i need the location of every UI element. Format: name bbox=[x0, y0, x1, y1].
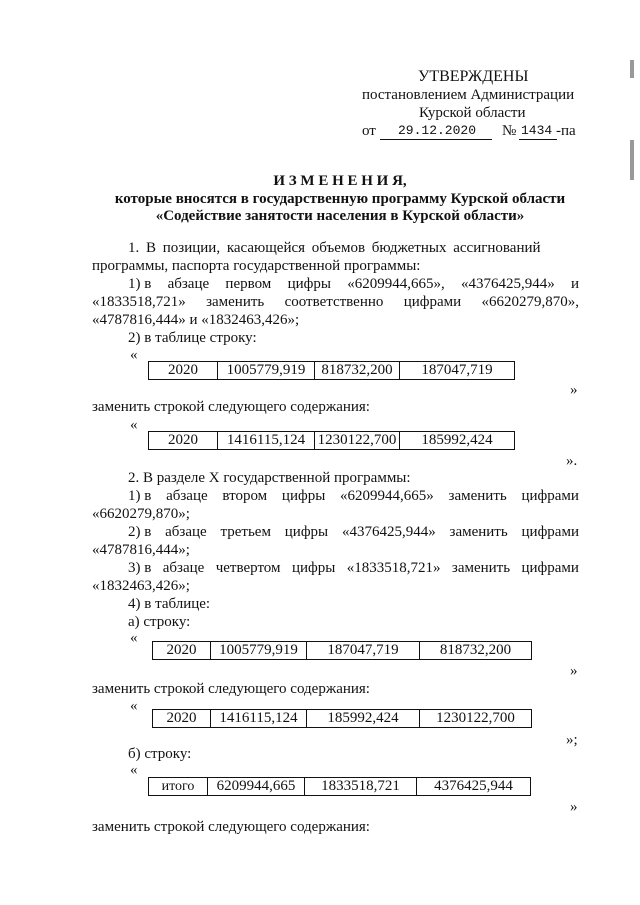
close-quote: » bbox=[570, 663, 578, 679]
s1-paragraph-line-1: 1. В позиции, касающейся объемов бюджетных ассигнований bbox=[128, 240, 541, 256]
close-quote: » bbox=[570, 799, 578, 815]
approval-number: 1434 bbox=[521, 123, 553, 138]
approval-line-2: Курской области bbox=[419, 105, 526, 121]
approval-title: УТВЕРЖДЕНЫ bbox=[418, 68, 529, 85]
table-cell: 1416115,124 bbox=[218, 432, 315, 450]
open-quote: « bbox=[130, 698, 138, 714]
s1-item-1-line-3: «4787816,444» и «1832463,426»; bbox=[92, 312, 300, 328]
table-cell: 4376425,944 bbox=[417, 778, 531, 796]
table-cell: итого bbox=[149, 778, 208, 796]
table-cell: 1230122,700 bbox=[420, 710, 532, 728]
approval-from-label: от bbox=[362, 123, 376, 139]
heading-line-2: «Содействие занятости населения в Курской области» bbox=[155, 208, 525, 224]
s2-item-3-line-1: 3) в абзаце четвертом цифры «1833518,721» заменить цифрами bbox=[128, 560, 579, 576]
close-quote: » bbox=[570, 382, 578, 398]
table-cell: 1833518,721 bbox=[305, 778, 417, 796]
replace-text: заменить строкой следующего содержания: bbox=[92, 399, 370, 415]
table-cell: 2020 bbox=[149, 432, 218, 450]
open-quote: « bbox=[130, 347, 138, 363]
table-cell: 2020 bbox=[153, 642, 211, 660]
heading-title: И З М Е Н Е Н И Я, bbox=[273, 173, 407, 189]
table-cell: 1005779,919 bbox=[218, 362, 315, 380]
s2-item-4b: б) строку: bbox=[128, 746, 192, 762]
s2-title: 2. В разделе X государственной программы: bbox=[128, 470, 411, 486]
s2-item-1-line-2: «6620279,870»; bbox=[92, 506, 190, 522]
table-cell: 187047,719 bbox=[307, 642, 420, 660]
table-cell: 2020 bbox=[149, 362, 218, 380]
table-row-old-1 bbox=[148, 361, 515, 380]
s2-item-2-line-2: «4787816,444»; bbox=[92, 542, 190, 558]
replace-text: заменить строкой следующего содержания: bbox=[92, 681, 370, 697]
s2-item-3-line-2: «1832463,426»; bbox=[92, 578, 190, 594]
table-row-new-1 bbox=[148, 431, 515, 450]
s2-item-4a: а) строку: bbox=[128, 614, 191, 630]
scan-edge-mark bbox=[630, 140, 634, 180]
table-row-new-2 bbox=[152, 709, 532, 728]
table-cell: 1005779,919 bbox=[211, 642, 307, 660]
table-cell: 1230122,700 bbox=[315, 432, 400, 450]
scan-edge-mark bbox=[630, 60, 634, 78]
approval-suffix: -па bbox=[556, 123, 576, 139]
s2-item-4: 4) в таблице: bbox=[128, 596, 211, 612]
s1-paragraph-line-2: программы, паспорта государственной программы: bbox=[92, 258, 421, 274]
s2-item-2-line-1: 2) в абзаце третьем цифры «4376425,944» заменить цифрами bbox=[128, 524, 579, 540]
number-underline bbox=[519, 139, 557, 140]
heading-line-1: которые вносятся в государственную программу Курской области bbox=[114, 191, 566, 207]
table-cell: 818732,200 bbox=[420, 642, 532, 660]
close-quote: ». bbox=[566, 453, 578, 469]
s1-item-1-line-1: 1) в абзаце первом цифры «6209944,665», «4376425,944» и bbox=[128, 276, 579, 292]
replace-text: заменить строкой следующего содержания: bbox=[92, 819, 370, 835]
table-row-old-total bbox=[148, 777, 531, 796]
s1-item-2: 2) в таблице строку: bbox=[128, 330, 257, 346]
s1-item-1-line-2: «1833518,721» заменить соответственно цифрами «6620279,870», bbox=[92, 294, 579, 310]
approval-number-label: № bbox=[502, 123, 517, 139]
table-cell: 2020 bbox=[153, 710, 211, 728]
open-quote: « bbox=[130, 417, 138, 433]
open-quote: « bbox=[130, 762, 138, 778]
open-quote: « bbox=[130, 630, 138, 646]
table-cell: 6209944,665 bbox=[208, 778, 305, 796]
s2-item-1-line-1: 1) в абзаце втором цифры «6209944,665» заменить цифрами bbox=[128, 488, 579, 504]
table-cell: 818732,200 bbox=[315, 362, 400, 380]
table-row-old-2 bbox=[152, 641, 532, 660]
table-cell: 185992,424 bbox=[400, 432, 515, 450]
table-cell: 185992,424 bbox=[307, 710, 420, 728]
approval-line-1: постановлением Администрации bbox=[362, 87, 575, 103]
date-underline bbox=[380, 139, 492, 140]
table-cell: 187047,719 bbox=[400, 362, 515, 380]
approval-date: 29.12.2020 bbox=[398, 123, 477, 138]
close-quote: »; bbox=[566, 732, 578, 748]
table-cell: 1416115,124 bbox=[211, 710, 307, 728]
